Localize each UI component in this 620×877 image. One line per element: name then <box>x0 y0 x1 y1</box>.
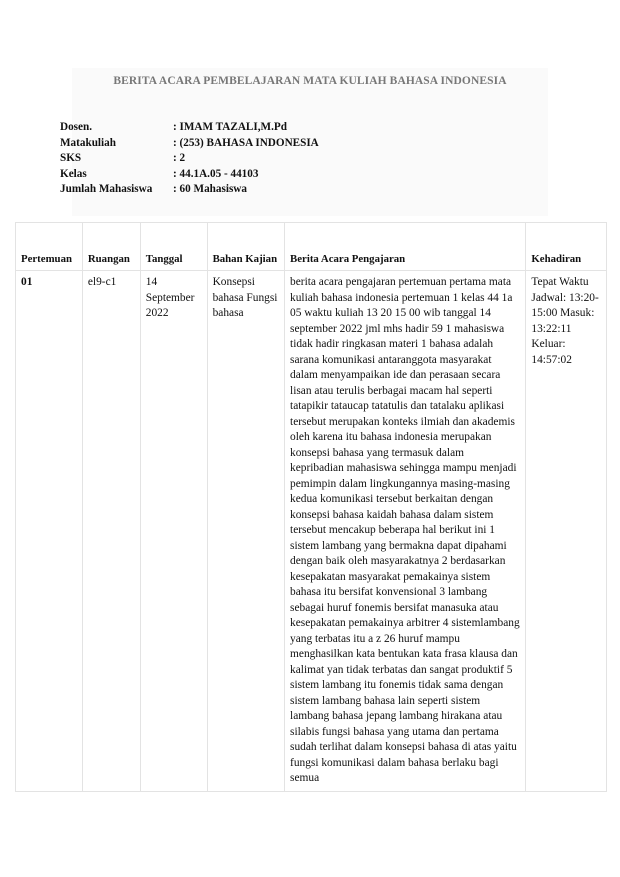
cell-kehadiran: Tepat Waktu Jadwal: 13:20-15:00 Masuk: 13:22:11 Keluar: 14:57:02 <box>526 271 607 792</box>
meta-row-matakuliah <box>60 136 319 152</box>
cell-bahan-kajian: Konsepsi bahasa Fungsi bahasa <box>207 271 284 792</box>
meta-value: : (253) BAHASA INDONESIA <box>173 136 319 149</box>
table-row <box>16 271 607 792</box>
document-title: BERITA ACARA PEMBELAJARAN MATA KULIAH BAHASA INDONESIA <box>113 75 507 87</box>
header-bahan-kajian: Bahan Kajian <box>207 223 284 271</box>
meta-label: Matakuliah <box>60 136 116 149</box>
meta-value: : IMAM TAZALI,M.Pd <box>173 121 287 133</box>
meta-row-kelas <box>60 167 319 183</box>
cell-ruangan: el9-c1 <box>82 271 140 792</box>
meta-label: Jumlah Mahasiswa <box>60 183 153 196</box>
meta-label: Kelas <box>60 167 87 180</box>
meta-row-dosen <box>60 120 319 136</box>
meta-value: : 60 Mahasiswa <box>173 183 247 196</box>
header-tanggal: Tanggal <box>140 223 207 271</box>
header-kehadiran: Kehadiran <box>526 223 607 271</box>
teaching-record-table <box>15 222 607 792</box>
meta-row-sks <box>60 151 319 167</box>
meta-value: : 2 <box>173 152 186 165</box>
header-berita-acara: Berita Acara Pengajaran <box>285 223 526 271</box>
meta-label: Dosen. <box>60 121 93 133</box>
header-pertemuan: Pertemuan <box>16 223 83 271</box>
meta-label: SKS <box>60 152 82 165</box>
table-header-row <box>16 223 607 271</box>
cell-tanggal: 14 September 2022 <box>140 271 207 792</box>
header-ruangan: Ruangan <box>82 223 140 271</box>
course-info <box>60 120 319 198</box>
cell-pertemuan: 01 <box>16 271 83 792</box>
cell-berita-acara: berita acara pengajaran pertemuan pertama mata kuliah bahasa indonesia pertemuan 1 kelas 44 1a 05 waktu kuliah 13 20 15 00 wib tanggal 14 september 2022 jml mhs hadir 59 1 mahasiswa tidak hadir ringkasan materi 1 bahasa adalah sarana komunikasi antaranggota masyarakat dalam menyampaikan ide dan perasaan secara lisan atau terulis berbagai macam hal seperti tatapikir tataucap tatatulis dan tatalaku aplikasi tersebut merupakan konteks ilmiah dan akademis oleh karena itu bahasa indonesia merupakan konsepsi bahasa yang termasuk dalam kepribadian mahasiswa sehingga mampu menjadi pemimpin dalam lingkungannya masing-masing kedua komunikasi tersebut berkaitan dengan konsepsi bahasa kaidah bahasa dalam sistem tersebut mencakup beberapa hal berikut ini 1 sistem lambang yang bermakna dapat dipahami dengan baik oleh masyarakatnya 2 berdasarkan kesepakatan masyarakat pemakainya sistem bahasa itu bersifat konvensional 3 lambang sebagai huruf fonemis bersifat manasuka atau kesepakatan pemakainya arbitrer 4 sistemlambang yang terbatas itu a z 26 huruf mampu menghasilkan kata bentukan kata frasa klausa dan kalimat yan tidak terbatas dan sangat produktif 5 sistem lambang itu fonemis tidak sama dengan sistem lambang bahasa lain seperti sistem lambang bahasa jepang lambang hirakana atau silabis fungsi bahasa yang utama dan pertama sudah terlihat dalam konsepsi bahasa di atas yaitu fungsi komunikasi dalam bahasa berlaku bagi semua <box>285 271 526 792</box>
meta-value: : 44.1A.05 - 44103 <box>173 167 259 180</box>
meta-row-jumlah-mahasiswa <box>60 182 319 198</box>
